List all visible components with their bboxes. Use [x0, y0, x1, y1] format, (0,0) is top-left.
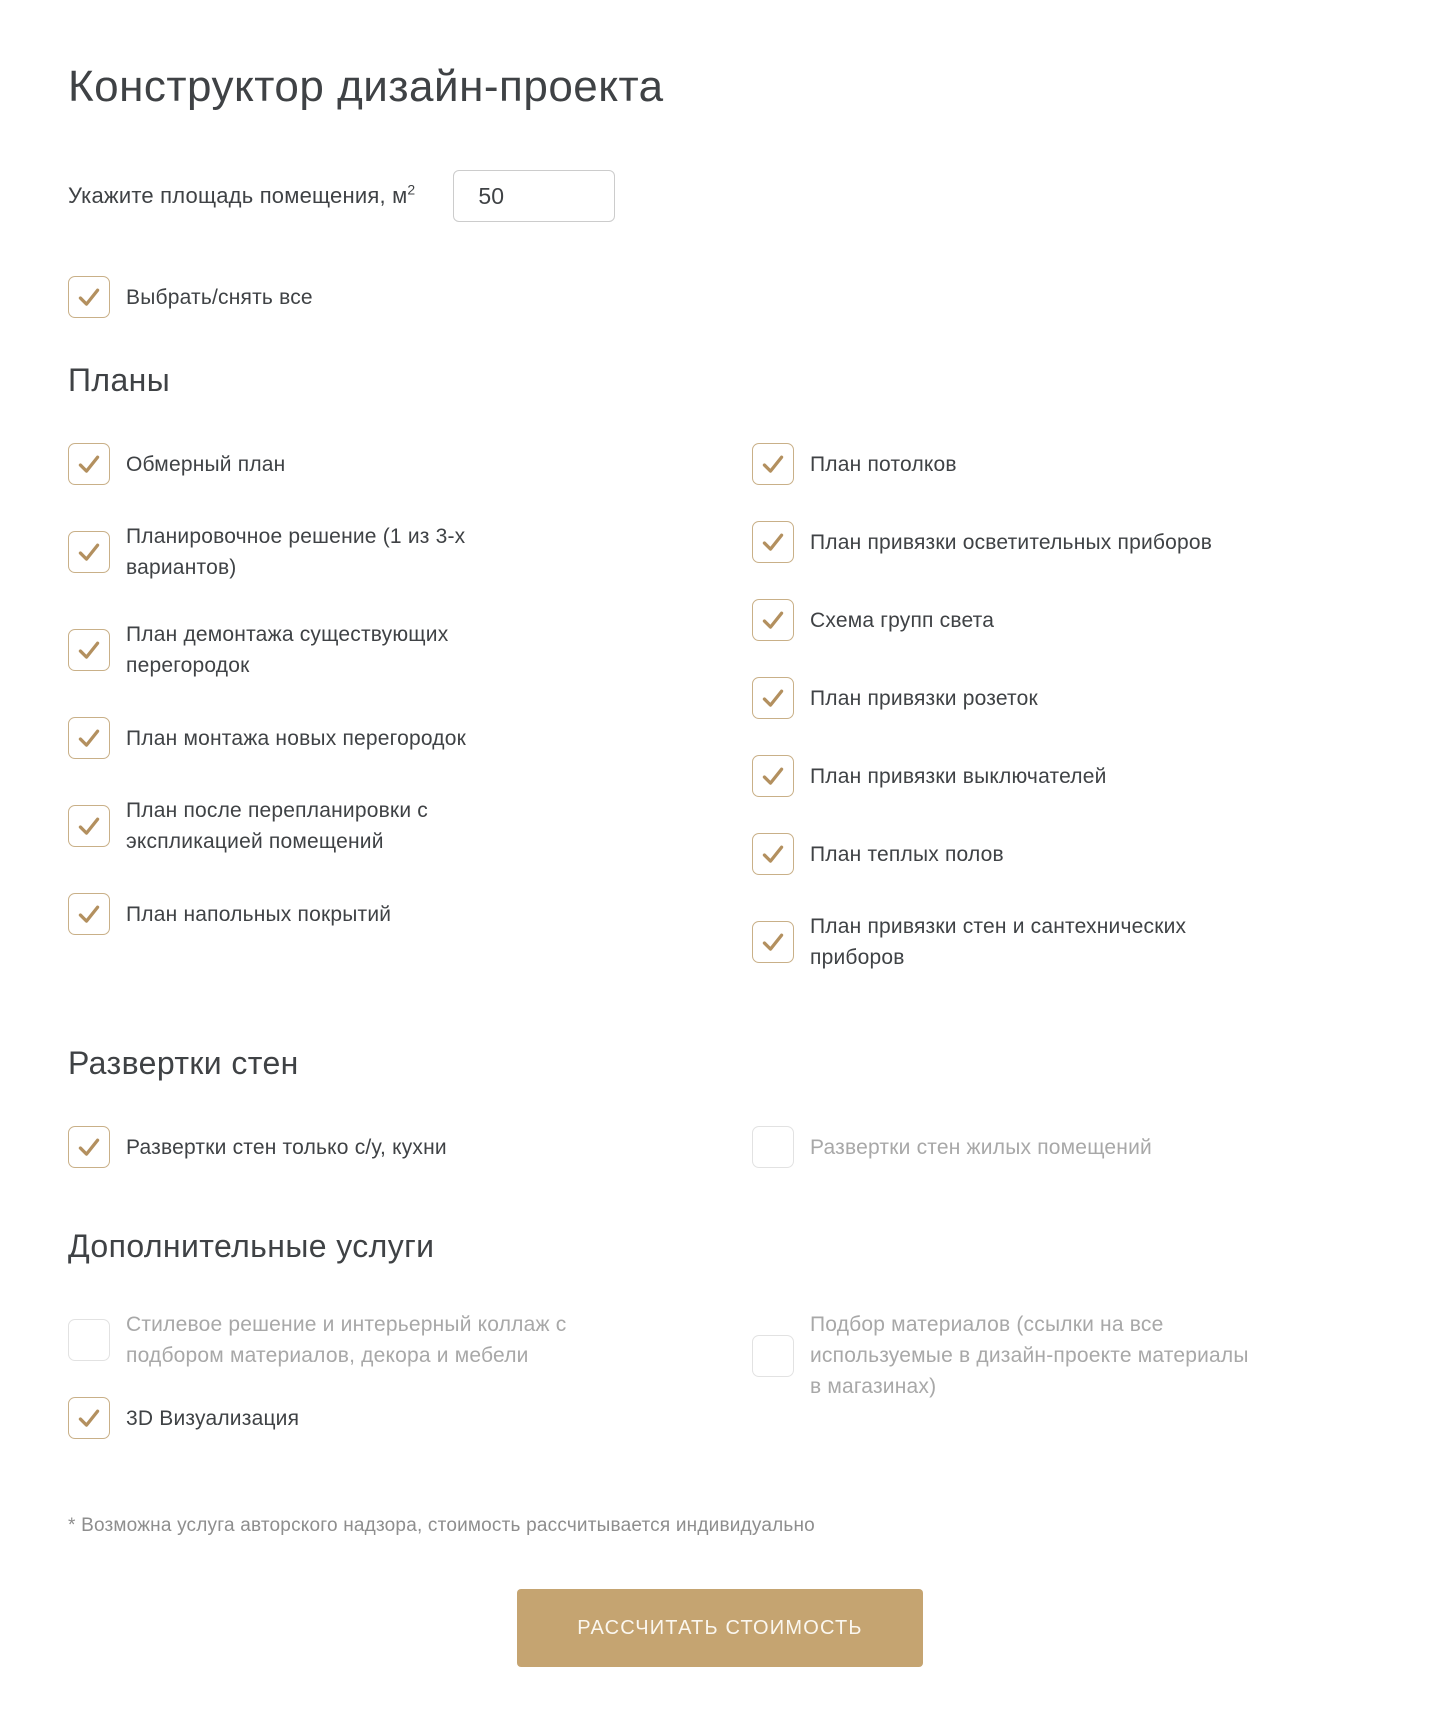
checkmark-icon: [757, 683, 789, 713]
checkbox-item-plan-napolnykh-pokrytiy[interactable]: [68, 893, 688, 935]
checkbox[interactable]: [752, 833, 794, 875]
checkbox[interactable]: [752, 755, 794, 797]
checkbox-item-plan-montazha[interactable]: [68, 717, 688, 759]
checkmark-icon: [73, 1132, 105, 1162]
checkbox-label: Выбрать/снять все: [126, 285, 313, 309]
checkmark-icon: [73, 1403, 105, 1433]
checkbox-label: План монтажа новых перегородок: [126, 726, 466, 750]
checkbox-label: План привязки розеток: [810, 686, 1038, 710]
checkbox-item-stilevoe-reshenie[interactable]: [68, 1309, 688, 1371]
checkbox[interactable]: [752, 599, 794, 641]
checkbox-item-plan-potolkov[interactable]: [752, 443, 1372, 485]
checkbox[interactable]: [752, 1335, 794, 1377]
checkbox-label: План привязки выключателей: [810, 764, 1107, 788]
checkmark-icon: [73, 449, 105, 479]
walls-left-column: [68, 1126, 688, 1168]
checkbox-label: План теплых полов: [810, 842, 1004, 866]
checkbox[interactable]: [752, 921, 794, 963]
checkmark-icon: [73, 899, 105, 929]
services-right-column: [752, 1309, 1372, 1402]
checkmark-icon: [73, 811, 105, 841]
checkmark-icon: [73, 282, 105, 312]
checkbox-item-razvertki-su-kukhni[interactable]: [68, 1126, 688, 1168]
checkbox[interactable]: [752, 1126, 794, 1168]
checkbox-item-skhema-grupp-sveta[interactable]: [752, 599, 1372, 641]
checkbox[interactable]: [752, 677, 794, 719]
section-plans: [68, 362, 1372, 973]
checkmark-icon: [757, 527, 789, 557]
checkbox[interactable]: [68, 1126, 110, 1168]
page-title: Конструктор дизайн-проекта: [68, 62, 664, 111]
section-additional-services: [68, 1228, 1372, 1439]
walls-right-column: [752, 1126, 1372, 1168]
checkbox-item-plan-privyazki-vyklyuchateley[interactable]: [752, 755, 1372, 797]
checkbox-label: Обмерный план: [126, 452, 286, 476]
additional-services-grid: [68, 1309, 1372, 1439]
checkbox-item-planirovochnoe-reshenie[interactable]: [68, 521, 688, 583]
checkbox-label: План потолков: [810, 452, 957, 476]
checkbox-item-plan-posle-pereplanirovki[interactable]: [68, 795, 688, 857]
section-title-wall-elevations: Развертки стен: [68, 1045, 299, 1081]
checkbox-label: 3D Визуализация: [126, 1406, 300, 1430]
checkbox[interactable]: [752, 443, 794, 485]
checkbox-item-plan-privyazki-osvetitelnykh[interactable]: [752, 521, 1372, 563]
checkbox[interactable]: [68, 1397, 110, 1439]
area-label-text: Укажите площадь помещения, м: [68, 183, 408, 208]
checkmark-icon: [73, 723, 105, 753]
checkbox-label: План демонтажа существующих перегородок: [126, 623, 449, 677]
checkbox-item-obmerny-plan[interactable]: [68, 443, 688, 485]
checkbox-item-razvertki-zhilykh[interactable]: [752, 1126, 1372, 1168]
plans-left-column: [68, 443, 688, 935]
wall-elevations-grid: [68, 1126, 1372, 1168]
section-title-plans: Планы: [68, 362, 171, 398]
plans-grid: [68, 443, 1372, 973]
checkmark-icon: [757, 449, 789, 479]
area-row: [68, 170, 1372, 222]
checkbox-label: План привязки осветительных приборов: [810, 530, 1213, 554]
area-label: [68, 183, 415, 209]
checkbox-label: Развертки стен жилых помещений: [810, 1135, 1152, 1159]
area-input[interactable]: [453, 170, 615, 222]
footnote: * Возможна услуга авторского надзора, стоимость рассчитывается индивидуально: [68, 1515, 815, 1536]
checkbox[interactable]: [68, 717, 110, 759]
checkmark-icon: [757, 839, 789, 869]
checkbox[interactable]: [68, 276, 110, 318]
checkbox-label: Планировочное решение (1 из 3-х вариантов): [126, 525, 466, 579]
checkbox-label: Развертки стен только с/у, кухни: [126, 1135, 447, 1159]
checkmark-icon: [757, 927, 789, 957]
checkbox-label: План напольных покрытий: [126, 902, 392, 926]
checkbox[interactable]: [68, 1319, 110, 1361]
checkbox-item-podbor-materialov[interactable]: [752, 1309, 1372, 1402]
checkbox[interactable]: [68, 531, 110, 573]
checkbox-label: План привязки стен и сантехнических приборов: [810, 915, 1187, 969]
checkmark-icon: [757, 761, 789, 791]
services-left-column: [68, 1309, 688, 1439]
checkbox-label: Подбор материалов (ссылки на все используемые в дизайн-проекте материалы в магазинах): [810, 1313, 1249, 1398]
area-label-superscript: 2: [407, 181, 416, 198]
checkbox-label: Стилевое решение и интерьерный коллаж с подбором материалов, декора и мебели: [126, 1313, 567, 1367]
checkbox-item-3d-vizualizatsiya[interactable]: [68, 1397, 688, 1439]
plans-right-column: [752, 443, 1372, 973]
checkbox-label: Схема групп света: [810, 608, 995, 632]
checkbox-item-plan-teplykh-polov[interactable]: [752, 833, 1372, 875]
section-wall-elevations: [68, 1045, 1372, 1168]
calculate-cost-button[interactable]: РАССЧИТАТЬ СТОИМОСТЬ: [517, 1589, 923, 1667]
submit-row: [68, 1589, 1372, 1667]
checkbox[interactable]: [68, 893, 110, 935]
section-title-additional-services: Дополнительные услуги: [68, 1228, 435, 1264]
checkbox-item-select-all[interactable]: [68, 276, 1372, 318]
checkmark-icon: [73, 537, 105, 567]
checkbox-item-plan-privyazki-rozetok[interactable]: [752, 677, 1372, 719]
checkbox[interactable]: [68, 443, 110, 485]
checkbox-label: План после перепланировки с экспликацией помещений: [126, 799, 428, 853]
checkbox[interactable]: [752, 521, 794, 563]
checkmark-icon: [757, 605, 789, 635]
checkbox-item-plan-demontazha[interactable]: [68, 619, 688, 681]
checkbox-item-plan-privyazki-sten[interactable]: [752, 911, 1372, 973]
checkmark-icon: [73, 635, 105, 665]
checkbox[interactable]: [68, 805, 110, 847]
checkbox[interactable]: [68, 629, 110, 671]
